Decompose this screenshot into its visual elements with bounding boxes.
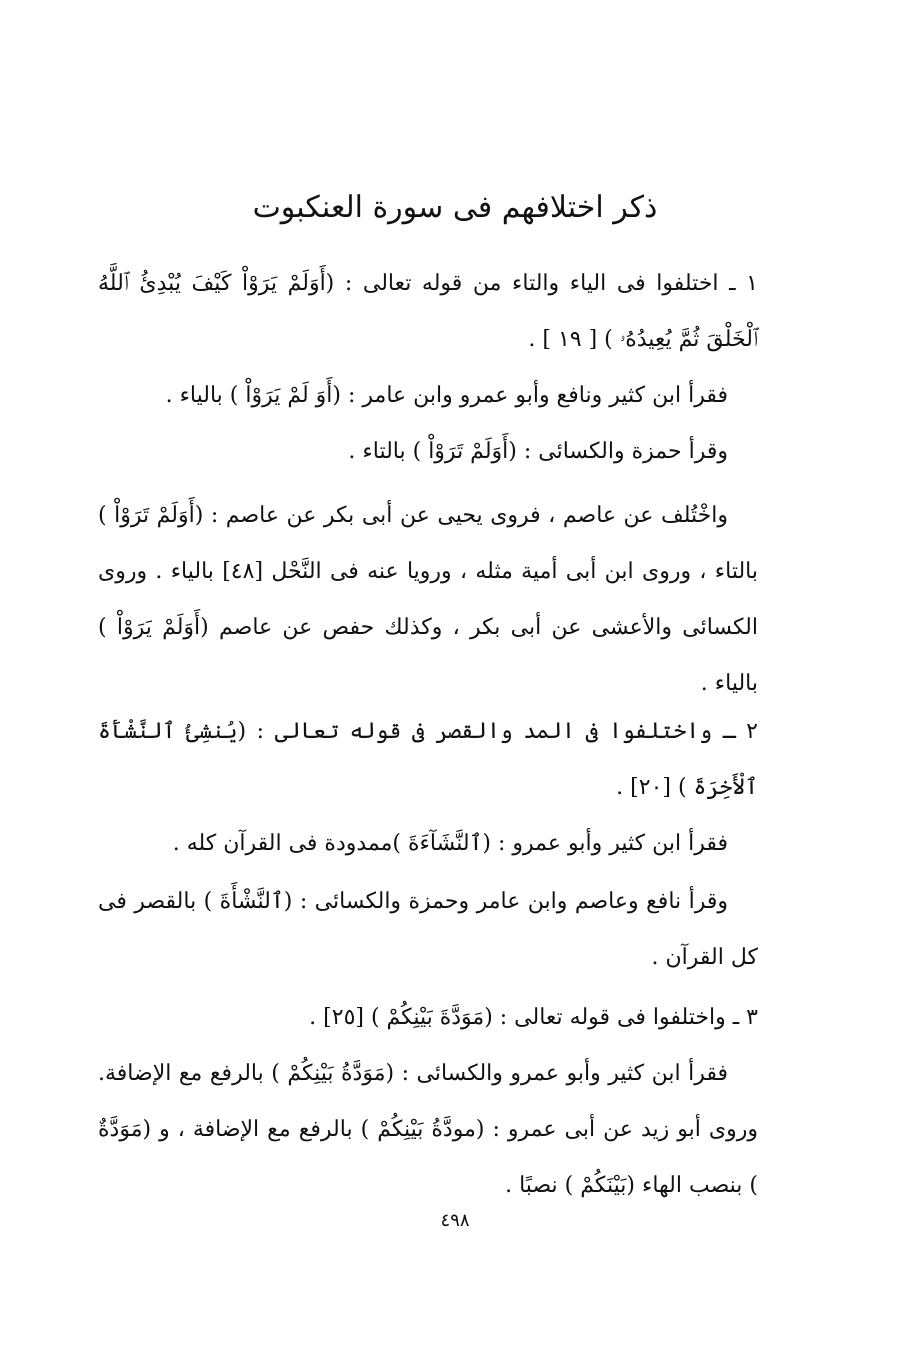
paragraph-6: فقرأ ابن كثير وأبو عمرو : (ٱلنَّشَآءَةَ )ممدودة فى القرآن كله . bbox=[172, 831, 728, 856]
paragraph-3: وقرأ حمزة والكسائى : (أَوَلَمْ تَرَوْاْ ) بالتاء . bbox=[348, 439, 728, 464]
page-number: ٤٩٨ bbox=[440, 1210, 470, 1231]
paragraph-2: فقرأ ابن كثير ونافع وأبو عمرو وابن عامر : (أَوَ لَمْ يَرَوْاْ ) بالياء . bbox=[165, 383, 728, 408]
paragraph-8: ٣ ـ واختلفوا فى قوله تعالى : (مَوَدَّةَ بَيْنِكُمْ ) [٢٥] . bbox=[309, 1005, 758, 1030]
paragraph-9: فقرأ ابن كثير وأبو عمرو والكسائى : (مَوَدَّةُ بَيْنِكُمْ ) بالرفع مع الإضافة. وروى أبو زيد عن أبى عمرو : (مودَّةُ بَيْنِكُمْ ) بالرفع مع الإضافة ، و (مَوَدَّةٌ ) بنصب الهاء (بَيْنَكُمْ ) نصبًا . bbox=[98, 1061, 758, 1198]
paragraph-7: وقرأ نافع وعاصم وابن عامر وحمزة والكسائى : (ٱلنَّشْأَةَ ) بالقصر فى كل القرآن . bbox=[98, 889, 758, 970]
paragraph-5: ٢ ـ واختلفوا فى المد والقصر فى قوله تعالى : (يُنشِئُ ٱلنَّشْأَةَ ٱلْأَخِرَةَ ) [٢٠] . bbox=[98, 719, 758, 800]
chapter-title: ذكر اختلافهم فى سورة العنكبوت bbox=[252, 190, 658, 225]
paragraph-1: ١ ـ اختلفوا فى الياء والتاء من قوله تعالى : (أَوَلَمْ يَرَوْاْ كَيْفَ يُبْدِئُ ٱللَّهُ ٱلْخَلْقَ ثُمَّ يُعِيدُهُۥ ) [ ١٩ ] . bbox=[98, 271, 758, 352]
paragraph-4: واخْتُلف عن عاصم ، فروى يحيى عن أبى بكر عن عاصم : (أَوَلَمْ تَرَوْاْ ) بالتاء ، وروى ابن أبى أمية مثله ، ورويا عنه فى النَّحْل [٤٨] بالياء . وروى الكسائى والأعشى عن أبى بكر ، وكذلك حفص عن عاصم (أَوَلَمْ يَرَوْاْ ) بالياء . bbox=[98, 503, 758, 696]
